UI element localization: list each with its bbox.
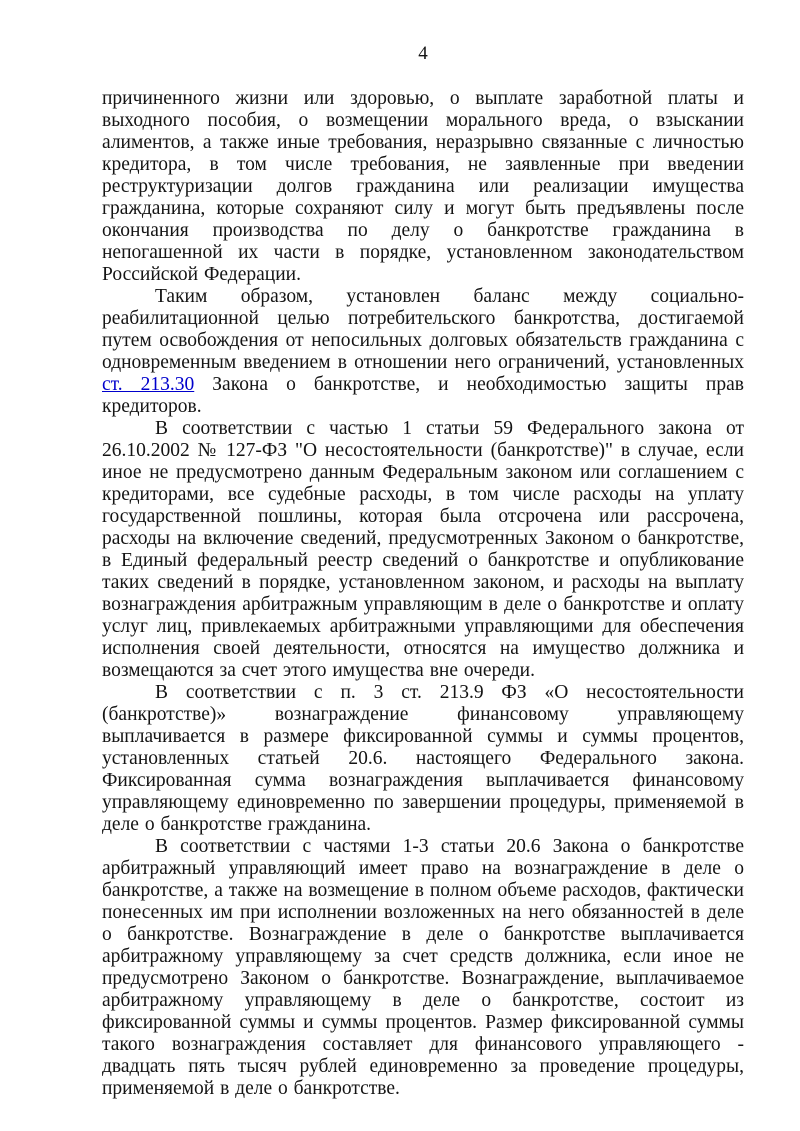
paragraph-article-59: В соответствии с частью 1 статьи 59 Федерального закона от 26.10.2002 № 127-ФЗ "О несостоятельности (банкротстве)" в случае, если иное не предусмотрено данным Федеральным законом или соглашением с кредиторами, все судебные расходы, в том числе расходы на уплату государственной пошлины, которая была отсрочена или рассрочена, расходы на включение сведений, предусмотренных Законом о банкротстве, в Единый федеральный реестр сведений о банкротстве и опубликование таких сведений в порядке, установленном законом, и расходы на выплату вознаграждения арбитражным управляющим в деле о банкротстве и оплату услуг лиц, привлекаемых арбитражными управляющими для обеспечения исполнения своей деятельности, относятся на имущество должника и возмещаются за счет этого имущества вне очереди. [102,418,744,681]
paragraph-article-213-9: В соответствии с п. 3 ст. 213.9 ФЗ «О несостоятельности (банкротстве)» вознаграждение финансовому управляющему выплачивается в размере фиксированной суммы и суммы процентов, установленных статьей 20.6. настоящего Федерального закона. Фиксированная сумма вознаграждения выплачивается финансовому управляющему единовременно по завершении процедуры, применяемой в деле о банкротстве гражданина. [102,682,744,835]
document-body [102,88,744,1100]
paragraph-continuation: причиненного жизни или здоровью, о выплате заработной платы и выходного пособия, о возмещении морального вреда, о взыскании алиментов, а также иные требования, неразрывно связанные с личностью кредитора, в том числе требования, не заявленные при введении реструктуризации долгов гражданина или реализации имущества гражданина, которые сохраняют силу и могут быть предъявлены после окончания производства по делу о банкротстве гражданина в непогашенной их части в порядке, установленном законодательством Российской Федерации. [102,88,744,285]
paragraph-article-20-6: В соответствии с частями 1-3 статьи 20.6 Закона о банкротстве арбитражный управляющий имеет право на вознаграждение в деле о банкротстве, а также на возмещение в полном объеме расходов, фактически понесенных им при исполнении возложенных на него обязанностей в деле о банкротстве. Вознаграждение в деле о банкротстве выплачивается арбитражному управляющему за счет средств должника, если иное не предусмотрено Законом о банкротстве. Вознаграждение, выплачиваемое арбитражному управляющему в деле о банкротстве, состоит из фиксированной суммы и суммы процентов. Размер фиксированной суммы такого вознаграждения составляет для финансового управляющего - двадцать пять тысяч рублей единовременно за проведение процедуры, применяемой в деле о банкротстве. [102,836,744,1099]
paragraph-balance [102,286,744,418]
page-number: 4 [418,43,428,64]
paragraph-balance-text-before: Таким образом, установлен баланс между социально-реабилитационной целью потребительского банкротства, достигаемой путем освобождения от непосильных долговых обязательств гражданина с одновременным введением в отношении него ограничений, установленных [102,286,744,373]
law-article-213-30-link[interactable]: ст. 213.30 [102,374,195,395]
paragraph-balance-text-after: Закона о банкротстве, и необходимостью защиты прав кредиторов. [102,374,744,417]
